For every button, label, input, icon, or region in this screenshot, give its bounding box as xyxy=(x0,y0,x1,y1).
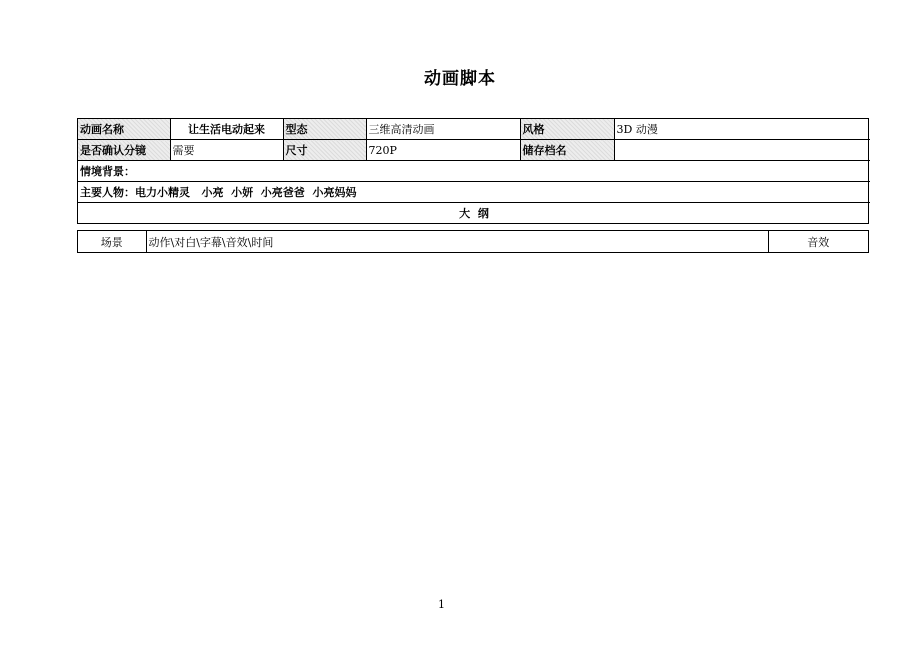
info-table xyxy=(77,118,869,224)
size-value: 720P xyxy=(366,140,520,161)
style-value: 3D 动漫 xyxy=(614,119,870,140)
outline-header-row xyxy=(78,203,870,224)
background-label: 情境背景： xyxy=(78,161,870,182)
scene-column-header: 场景 xyxy=(78,231,146,253)
outline-table xyxy=(77,230,869,253)
outline-header: 大 纲 xyxy=(78,203,870,224)
size-label: 尺寸 xyxy=(283,140,366,161)
style-label: 风格 xyxy=(520,119,614,140)
action-column-header: 动作\对白\字幕\音效\时间 xyxy=(146,231,768,253)
page-number: 1 xyxy=(438,598,445,611)
info-row-2 xyxy=(78,140,870,161)
animation-name-value: 让生活电动起来 xyxy=(170,119,283,140)
form-label: 型态 xyxy=(283,119,366,140)
form-value: 三维高清动画 xyxy=(366,119,520,140)
background-row xyxy=(78,161,870,182)
characters-label: 主要人物：电力小精灵 小亮 小妍 小亮爸爸 小亮妈妈 xyxy=(78,182,870,203)
info-row-1 xyxy=(78,119,870,140)
confirm-storyboard-value: 需要 xyxy=(170,140,283,161)
sound-column-header: 音效 xyxy=(768,231,868,253)
storage-name-value xyxy=(614,140,870,161)
characters-row xyxy=(78,182,870,203)
storage-name-label: 储存档名 xyxy=(520,140,614,161)
outline-header-cells xyxy=(78,231,868,253)
confirm-storyboard-label: 是否确认分镜 xyxy=(78,140,170,161)
animation-name-label: 动画名称 xyxy=(78,119,170,140)
document-title: 动画脚本 xyxy=(424,69,496,89)
